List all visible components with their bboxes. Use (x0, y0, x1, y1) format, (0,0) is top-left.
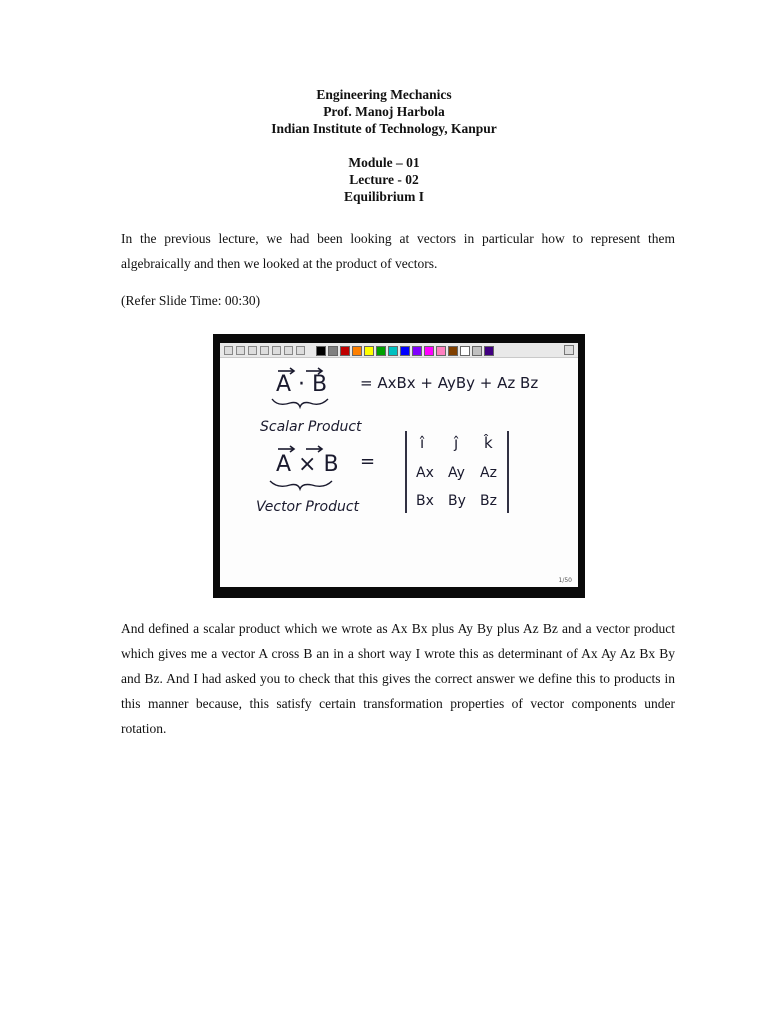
det-ax: Ax (416, 465, 434, 481)
color-swatch (328, 346, 338, 356)
document-header (0, 86, 768, 137)
lecture-title: Equilibrium I (344, 189, 424, 204)
lecture-slide-image (213, 334, 585, 598)
det-ay: Ay (448, 465, 465, 481)
det-i-hat: î (420, 434, 425, 452)
dot-product-rhs: = AxBx + AyBy + Az Bz (360, 374, 539, 392)
professor-name: Prof. Manoj Harbola (323, 104, 445, 119)
intro-paragraph: In the previous lecture, we had been looking at vectors in particular how to represent them algebraically and then we looked at the product of vectors. (121, 231, 675, 271)
redo-icon (296, 346, 305, 355)
module-number: Module – 01 (348, 155, 420, 170)
color-swatch (364, 346, 374, 356)
color-swatch (352, 346, 362, 356)
undo-icon (284, 346, 293, 355)
scalar-product-label: Scalar Product (260, 419, 362, 435)
color-swatch (412, 346, 422, 356)
dot-product-lhs: A · B (276, 372, 328, 397)
det-bx: Bx (416, 493, 434, 509)
det-az: Az (480, 465, 497, 481)
select-icon (260, 346, 269, 355)
cross-product-equals: = (360, 451, 376, 472)
slide-page-indicator: 1/50 (558, 577, 572, 584)
color-swatch (388, 346, 398, 356)
text-icon (272, 346, 281, 355)
det-bz: Bz (480, 493, 497, 509)
det-j-hat: ĵ (454, 434, 459, 452)
slide-toolbar (220, 343, 578, 358)
color-swatch (460, 346, 470, 356)
institute-name: Indian Institute of Technology, Kanpur (271, 121, 497, 136)
cross-product-lhs: A × B (276, 452, 339, 477)
color-swatch (400, 346, 410, 356)
course-title: Engineering Mechanics (316, 87, 452, 102)
color-swatch (376, 346, 386, 356)
det-k-hat: k̂ (484, 434, 493, 452)
color-swatch (340, 346, 350, 356)
pen-tools (224, 346, 305, 355)
eraser-icon (248, 346, 257, 355)
color-palette (316, 346, 494, 356)
dot-product-row (260, 368, 538, 435)
color-swatch (472, 346, 482, 356)
pen-icon (224, 346, 233, 355)
highlighter-icon (236, 346, 245, 355)
vector-product-label: Vector Product (256, 499, 360, 515)
slide-canvas (220, 343, 578, 587)
color-swatch (436, 346, 446, 356)
color-swatch (316, 346, 326, 356)
close-icon (564, 345, 574, 355)
det-by: By (448, 493, 466, 509)
cross-product-row (256, 431, 508, 515)
color-swatch (448, 346, 458, 356)
slide-handwriting (220, 343, 578, 587)
color-swatch (424, 346, 434, 356)
lecture-number: Lecture - 02 (349, 172, 419, 187)
color-swatch (484, 346, 494, 356)
refer-slide-time: (Refer Slide Time: 00:30) (121, 293, 261, 308)
module-info (0, 154, 768, 205)
body-paragraph: And defined a scalar product which we wrote as Ax Bx plus Ay By plus Az Bz and a vector product which gives me a vector A cross B an in a short way I wrote this as determinant of Ax Ay Az Bx By and Bz. And I had asked you to check that this gives the correct answer we define this to products in this manner because, this satisfy certain transformation properties of vector components under rotation. (121, 621, 675, 736)
